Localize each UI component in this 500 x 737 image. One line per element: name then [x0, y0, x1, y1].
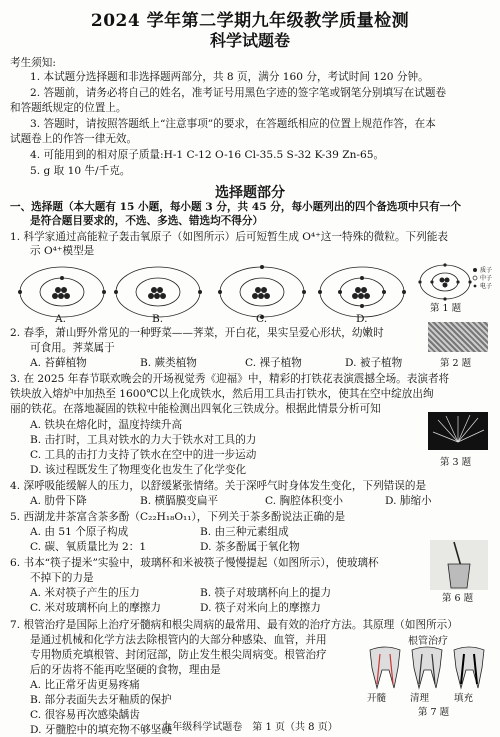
notice-line: 和答题纸规定的位置上。: [10, 102, 127, 114]
q1-option-b: B.: [152, 313, 164, 325]
notice-line: 2. 答题前，请务必将自己的姓名，准考证号用黑色字迹的签字笔或钢笔分别填写在试题卷: [30, 87, 447, 99]
q7-option-c: C. 很容易再次感染龋齿: [30, 709, 140, 721]
q7-option-b: B. 部分表面失去牙釉质的保护: [30, 694, 172, 706]
q4-option-a: A. 肋骨下降: [30, 495, 87, 507]
question-3-text: 3. 在 2025 年春节联欢晚会的开场视觉秀《迎福》中，精彩的打铁花表演震撼全场。表演者将: [10, 373, 450, 385]
exam-subtitle: 科学试题卷: [209, 31, 290, 50]
q6-option-b: B. 筷子对玻璃杯向上的提力: [200, 587, 332, 599]
iron-flower-photo: [428, 412, 488, 450]
question-3-text: 铁块放入熔炉中加热至 1600℃以上化成铁水，然后用工具击打铁水，使其在空中绽放出绚: [10, 388, 434, 400]
q2-option-c: C. 裸子植物: [245, 357, 302, 369]
q4-option-b: B. 横膈膜变扁平: [140, 495, 219, 507]
question-1-text: 1. 科学家通过高能粒子轰击氧原子（如图所示）后可短暂生成 O⁴⁺这一特殊的微粒。下列能表: [10, 231, 448, 243]
q5-option-a: A. 由 51 个原子构成: [30, 526, 129, 538]
section-intro: 是符合题目要求的，不选、多选、错选均不得分）: [30, 215, 264, 227]
q2-caption: 第 2 题: [440, 358, 472, 369]
q4-option-d: D. 肺缩小: [385, 495, 432, 507]
section-intro: 一、选择题（本大题有 15 小题，每小题 3 分，共 45 分，每小题列出的四个备选项中只有一个: [10, 201, 461, 213]
q1-option-a: A.: [55, 313, 67, 325]
question-7-text: 专用物质充填根管、封闭冠部，防止发生根尖周病变。根管治疗: [30, 649, 327, 661]
shepherds-purse-photo: [428, 322, 488, 352]
legend-neutron: 中子: [480, 275, 493, 282]
question-2-text: 可食用。荠菜属于: [30, 342, 115, 354]
q3-option-a: A. 铁块在熔化时，温度持续升高: [30, 419, 183, 431]
notice-line: 4. 可能用到的相对原子质量:H-1 C-12 O-16 Cl-35.5 S-32 K-39 Zn-65。: [30, 149, 385, 161]
question-6-text: 不掉下的力是: [30, 572, 94, 584]
question-7-text: 后的牙齿将不能再吃坚硬的食物，理由是: [30, 664, 221, 676]
notice-heading: 考生须知:: [10, 57, 56, 69]
q2-option-b: B. 蕨类植物: [140, 357, 197, 369]
q7-caption: 第 7 题: [418, 707, 450, 718]
q3-option-b: B. 击打时，工具对铁水的力大于铁水对工具的力: [30, 434, 257, 446]
q3-option-c: C. 工具的击打力支持了铁水在空中的进一步运动: [30, 449, 257, 461]
page-footer: 九年级科学试题卷 第 1 页（共 8 页）: [162, 722, 338, 733]
question-3-text: 丽的铁花。在落地凝固的铁粒中能检测出四氧化三铁成分。根据此情景分析可知: [10, 403, 381, 415]
q6-caption: 第 6 题: [442, 593, 474, 604]
q5-option-d: D. 茶多酚属于氧化物: [200, 541, 300, 553]
q5-option-b: B. 由三种元素组成: [200, 526, 289, 538]
root-canal-figure: [360, 646, 495, 690]
notice-line: 试题卷上的作答一律无效。: [10, 133, 138, 145]
q7-option-a: A. 比正常牙齿更易疼痛: [30, 679, 140, 691]
q1-option-d: D.: [356, 313, 368, 325]
q3-option-d: D. 该过程既发生了物理变化也发生了化学变化: [30, 464, 247, 476]
q2-option-d: D. 被子植物: [345, 357, 403, 369]
legend-electron: 电子: [480, 283, 493, 290]
q6-option-a: A. 米对筷子产生的压力: [30, 587, 140, 599]
question-7-text: 7. 根管治疗是国际上治疗牙髓病和根尖周病的最常用、最有效的治疗方法。其原理（如图所示）: [10, 619, 458, 631]
legend-proton: 质子: [480, 267, 493, 274]
q3-caption: 第 3 题: [440, 457, 472, 468]
q5-option-c: C. 碳、氧质量比为 2：1: [30, 541, 147, 553]
section-title: 选择题部分: [215, 185, 285, 201]
question-1-text: 示 O⁴⁺模型是: [30, 245, 95, 257]
q7-option-d: D. 牙髓腔中的填充物不够坚硬: [30, 724, 172, 736]
question-6-text: 6. 书本“筷子提米”实验中，玻璃杯和米被筷子慢慢提起（如图所示），使玻璃杯: [10, 557, 379, 569]
q7-label-open: 开髓: [367, 693, 387, 704]
question-2-text: 2. 春季，萧山野外常见的一种野菜——荠菜，开白花，果实呈爱心形状，幼嫩时: [10, 327, 384, 339]
q4-option-c: C. 胸腔体积变小: [265, 495, 344, 507]
q7-figure-title: 根管治疗: [408, 636, 448, 647]
question-4-text: 4. 深呼吸能缓解人的压力，以舒缓紧张情绪。关于深呼气时身体发生变化，下列错误的是: [10, 480, 427, 492]
exam-title: 2024 学年第二学期九年级教学质量检测: [90, 11, 410, 31]
q7-label-fill: 填充: [454, 693, 474, 704]
q6-option-c: C. 米对玻璃杯向上的摩擦力: [30, 602, 161, 614]
q1-option-c: C.: [256, 313, 268, 325]
atom-models-figure: [0, 250, 500, 330]
question-7-text: 是通过机械和化学方法去除根管内的大部分种感染、血管，并用: [30, 634, 327, 646]
notice-line: 1. 本试题分选择题和非选择题两部分，共 8 页，满分 160 分，考试时间 120 分钟。: [30, 71, 429, 83]
q6-option-d: D. 筷子对米向上的摩擦力: [200, 602, 321, 614]
q1-caption: 第 1 题: [430, 303, 462, 314]
chopsticks-rice-figure: [430, 540, 488, 590]
q2-option-a: A. 苔藓植物: [30, 357, 87, 369]
question-5-text: 5. 西湖龙井茶富含茶多酚（C₂₂H₁₈O₁₁），下列关于茶多酚说法正确的是: [10, 511, 346, 523]
notice-line: 5. g 取 10 牛/千克。: [30, 165, 131, 177]
notice-line: 3. 答题时，请按照答题纸上“注意事项”的要求，在答题纸相应的位置上规范作答，在本: [30, 118, 436, 130]
q7-label-clean: 清理: [410, 693, 430, 704]
